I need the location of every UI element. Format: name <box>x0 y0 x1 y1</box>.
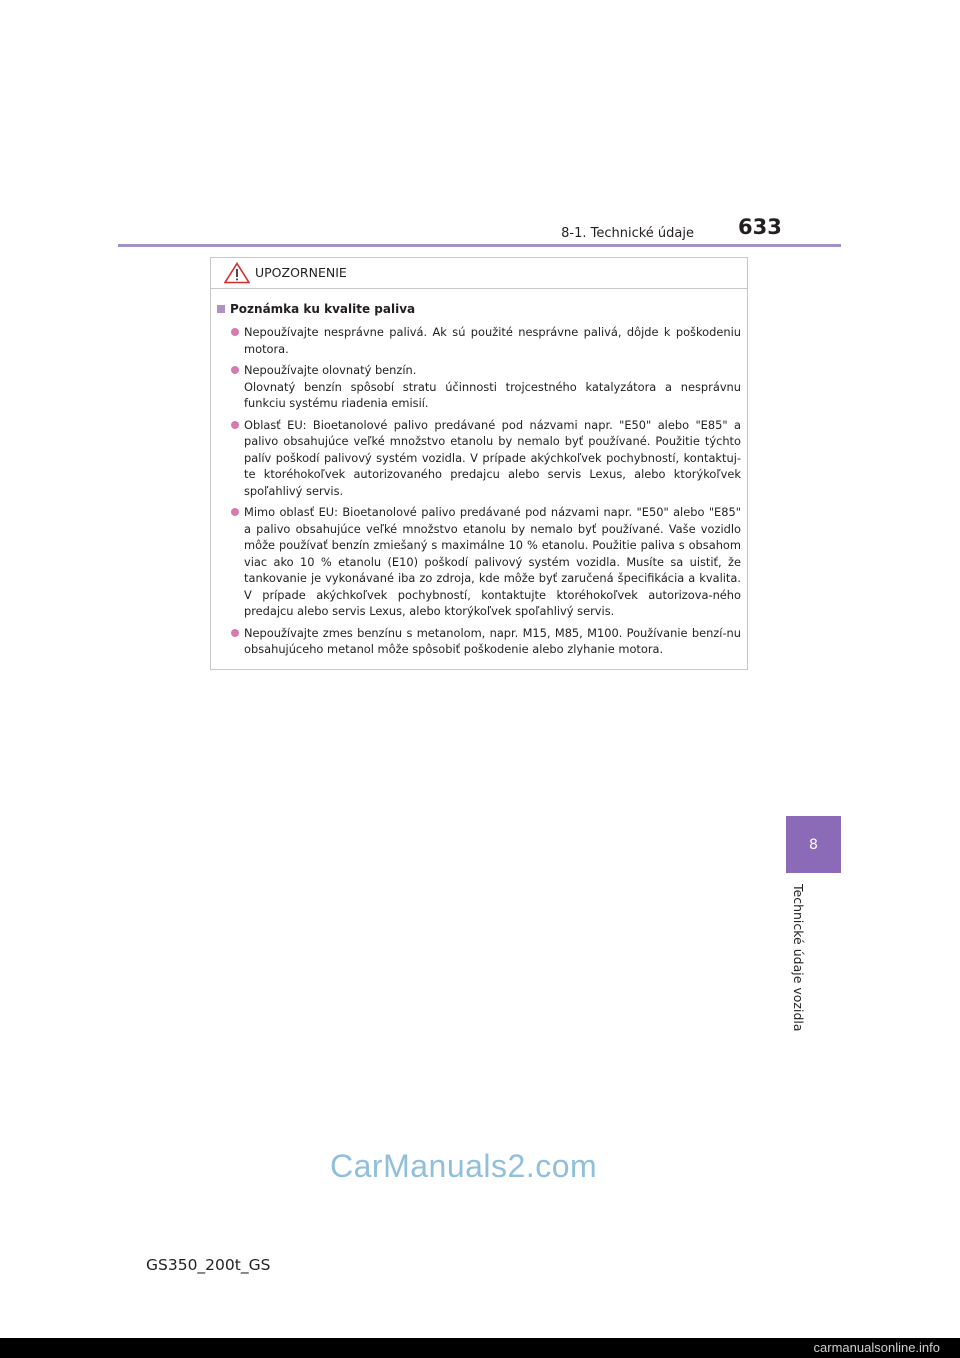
caution-list <box>217 324 741 379</box>
list-item-detail: Olovnatý benzín spôsobí stratu účinnosti trojcestného katalyzátora a nesprávnu funkciu systému riadenia emisií. <box>244 379 741 410</box>
footer-logo-link[interactable]: carmanualsonline.info <box>813 1340 940 1355</box>
list-item-text: Nepoužívajte nesprávne palivá. Ak sú použité nesprávne palivá, dôjde k poškodeniu motora. <box>244 325 741 356</box>
list-item <box>217 362 741 379</box>
bullet-dot-icon <box>231 366 239 374</box>
bullet-dot-icon <box>231 421 239 429</box>
list-item-text: Nepoužívajte olovnatý benzín. <box>244 363 417 377</box>
bullet-dot-icon <box>231 328 239 336</box>
chapter-number-tab: 8 <box>786 816 841 873</box>
caution-list-continued <box>217 417 741 658</box>
page-number: 633 <box>738 215 782 239</box>
chapter-title: Technické údaje vozidla <box>791 884 806 1032</box>
bullet-dot-icon <box>231 508 239 516</box>
square-bullet-icon <box>217 305 225 313</box>
list-item-text: Oblasť EU: Bioetanolové palivo predávané pod názvami napr. "E50" alebo "E85" a palivo obsahujúce veľké množstvo etanolu by nemalo byť používané. Použitie týchto palív poškodí palivový systém vozidla. V prípade akýchkoľvek pochybností, kontaktuj-te ktoréhokoľvek autorizovaného predajcu alebo servis Lexus, alebo ktorýkoľvek spoľahlivý servis. <box>244 417 741 498</box>
caution-header <box>211 258 747 289</box>
model-code: GS350_200t_GS <box>146 1256 271 1274</box>
caution-subheading <box>217 300 741 318</box>
list-item <box>217 324 741 357</box>
list-item-text: Nepoužívajte zmes benzínu s metanolom, napr. M15, M85, M100. Používanie benzí-nu obsahujúceho metanol môže spôsobiť poškodenie alebo zlyhanie motora. <box>244 625 741 656</box>
watermark-link[interactable]: CarManuals2.com <box>330 1148 598 1184</box>
list-item <box>217 504 741 620</box>
list-item <box>217 417 741 500</box>
list-item <box>217 625 741 658</box>
header-divider <box>118 244 841 247</box>
bullet-dot-icon <box>231 629 239 637</box>
caution-body <box>211 289 747 658</box>
list-item-text: Mimo oblasť EU: Bioetanolové palivo predávané pod názvami napr. "E50" alebo "E85" a palivo obsahujúce veľké množstvo etanolu by nemalo byť používané. Vaše vozidlo môže používať benzín zmiešaný s maximálne 10 % etanolu. Použitie paliva s obsahom viac ako 10 % etanolu (E10) poškodí palivový systém vozidla. Musíte sa uistiť, že tankovanie je vykonávané iba zo zdroja, kde môže byť zaručená špecifikácia a kvalita. V prípade akýchkoľvek pochybností, kontaktujte ktoréhokoľvek autorizova-ného predajcu alebo servis Lexus, alebo ktorýkoľvek spoľahlivý servis. <box>244 505 741 618</box>
section-title: 8-1. Technické údaje <box>561 226 694 241</box>
subheading-text: Poznámka ku kvalite paliva <box>230 302 416 316</box>
warning-triangle-icon <box>224 262 250 284</box>
caution-label: UPOZORNENIE <box>255 265 347 280</box>
caution-box <box>210 257 748 670</box>
